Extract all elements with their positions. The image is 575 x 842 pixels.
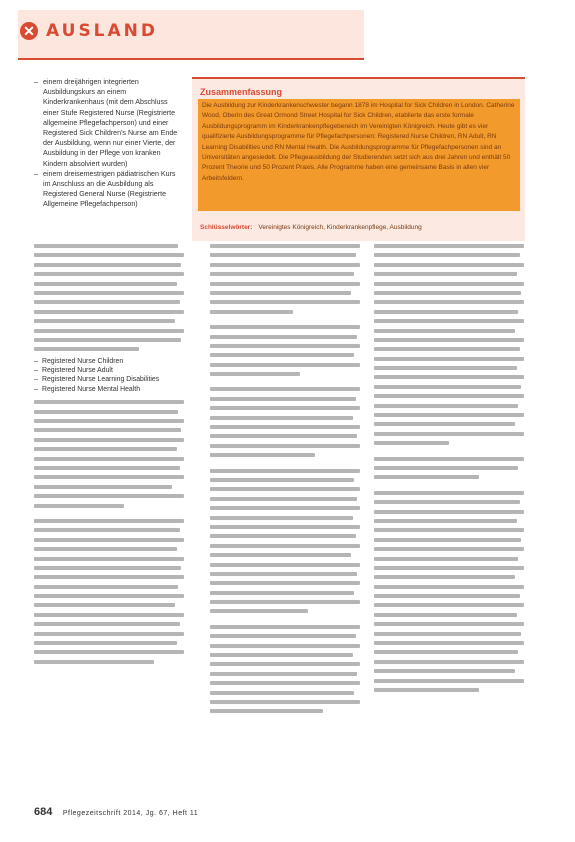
bullet-item: – Registered Nurse Learning Disabilities xyxy=(34,376,160,384)
bullet-text: Registered Nurse Children xyxy=(42,357,124,365)
bullet-item: – Registered Nurse Mental Health xyxy=(34,385,141,393)
section-title: AUSLAND xyxy=(46,21,159,41)
summary-text: Die Ausbildung zur Kinderkrankenschwester begann 1878 im Hospital for Sick Children in London. Catherine Wood, Oberin des Great Ormond Street Hospital for Sick Children, etablierte das erste formale Ausbildungsprogramm im Kinderkrankenpflegebereich im Vereinigten Königreich. Heute gibt es vier qualifizierte Ausbildungsprogramme für Pflegefachpersonen: Registered Nurse Children, RN Adult, RN Learning Disabilities und RN Mental Health. Die Ausbildungsprogramme für Pflegefachpersonen sind an Universitäten angesiedelt. Die Pflegeausbildung der Studierenden setzt sich aus drei Jahren und enthält 50 Prozent Theorie und 50 Prozent Praxis. Alle Programme haben eine gemeinsame Basis in allen vier Arbeitsfeldern. xyxy=(202,102,515,182)
bullet-item: – Registered Nurse Children xyxy=(34,357,124,365)
bullet-text: Registered Nurse Adult xyxy=(42,367,113,375)
bullet-item: – Registered Nurse Adult xyxy=(34,367,113,375)
list-item: – einem dreijährigen integrierten Ausbildungskurs an einem Kinderkrankenhaus (mit dem Abschluss einer Stufe Registered Nurse (Registrierte allgemeine Pflegefachperson) und einer Registered Sick Children's Nurse am Ende der Ausbildung, wenn nur einer Vierte, der Ausbildung in der Pflege von kranken Kindern absolviert wurden) xyxy=(34,78,178,168)
list-item: – einem dreisemestrigen pädiatrischen Kurs im Anschluss an die Ausbildung als Registered General Nurse (Registrierte Allgemeine Pflegefachperson) xyxy=(34,169,176,209)
bullet-text: Registered Nurse Mental Health xyxy=(42,385,141,393)
keywords-line xyxy=(200,224,520,231)
bullet-text: Registered Nurse Learning Disabilities xyxy=(42,376,160,384)
header-band xyxy=(18,10,364,58)
body-column-2 xyxy=(210,244,360,719)
header-rule xyxy=(18,58,364,60)
list-item-text: einem dreijährigen integrierten Ausbildungskurs an einem Kinderkrankenhaus (mit dem Abschluss einer Stufe Registered Nurse (Registrierte allgemeine Pflegefachperson) und einer Registered Sick Children's Nurse am Ende der Ausbildung, wenn nur einer Vierte, der Ausbildung in der Pflege von kranken Kindern absolviert wurden) xyxy=(43,78,178,168)
list-item-text: einem dreisemestrigen pädiatrischen Kurs im Anschluss an die Ausbildung als Registered General Nurse (Registrierte Allgemeine Pflegefachperson) xyxy=(43,169,176,209)
keywords-label: Schlüsselwörter: xyxy=(200,224,253,231)
page-number: 684 xyxy=(34,806,53,818)
x-icon: ✕ xyxy=(20,22,38,40)
keywords-text: Vereinigtes Königreich, Kinderkrankenpflege, Ausbildung xyxy=(258,224,422,231)
left-list xyxy=(34,77,184,210)
footer xyxy=(34,806,198,818)
summary-title: Zusammenfassung xyxy=(200,87,283,97)
journal-citation: Pflegezeitschrift 2014, Jg. 67, Heft 11 xyxy=(62,810,199,817)
summary-box xyxy=(192,77,525,241)
body-column-1 xyxy=(34,244,184,669)
body-column-3 xyxy=(374,244,524,697)
